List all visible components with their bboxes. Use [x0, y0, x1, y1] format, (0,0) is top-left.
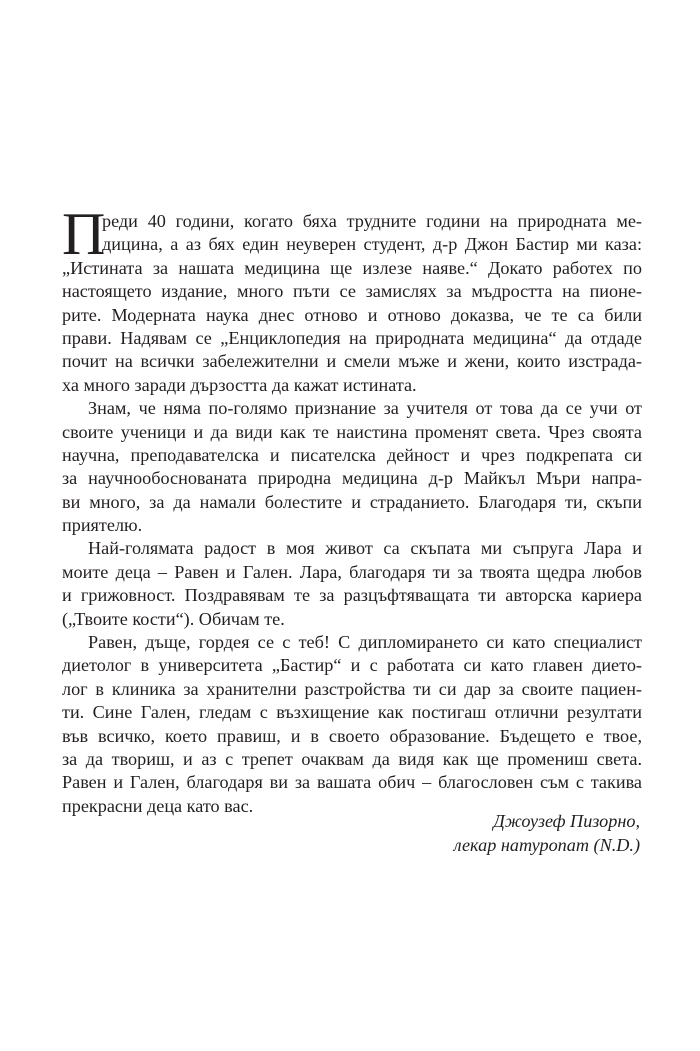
text-line: реди 40 години, когато бяха трудните години на природната ме- [102, 211, 642, 231]
text-line: Знам, че няма по-голямо признание за учителя от това да се учи от [88, 398, 642, 419]
text-line: дицина, а аз бях един неуверен студент, д-р Джон Бастир ми каза: [102, 234, 642, 255]
signature-title: лекар натуропат (N.D.) [453, 834, 640, 855]
paragraph-3 [62, 537, 642, 631]
text-line: научна, преподавателска и писателска дейност и чрез подкрепата си [62, 444, 642, 465]
text-line: за да твориш, и аз с трепет очаквам да видя как ще промениш света. [62, 748, 642, 769]
text-line: почит на всички забележителни и смели мъже и жени, които изстрада- [62, 351, 642, 372]
text-line: Равен и Гален, благодаря ви за вашата обич – благословен съм с такива [62, 772, 642, 793]
text-line: ха много заради дързостта да кажат истината. [62, 374, 417, 395]
paragraph-2 [62, 397, 642, 537]
text-line: ти. Сине Гален, гледам с възхищение как постигаш отлични резултати [62, 702, 642, 723]
text-line: моите деца – Равен и Гален. Лара, благодаря ти за твоята щедра любов [62, 561, 642, 582]
signature [454, 810, 640, 857]
text-line: прекрасни деца като вас. [62, 795, 254, 816]
text-line: Най-голямата радост в моя живот са скъпата ми съпруга Лара и [88, 538, 642, 559]
paragraph-1 [62, 201, 642, 397]
text-line: във всичко, което правиш, и в своето образование. Бъдещето е твое, [62, 725, 642, 746]
text-line: рите. Модерната наука днес отново и отново доказва, че те са били [62, 304, 642, 325]
text-line: своите ученици и да види как те наистина променят света. Чрез своята [62, 421, 642, 442]
text-line: лог в клиника за хранителни разстройства ти си дар за своите пациен- [62, 678, 642, 699]
text-line: за научнообоснованата природна медицина д-р Майкъл Мъри напра- [62, 468, 642, 489]
text-line: Равен, дъще, гордея се с теб! С дипломирането си като специалист [88, 632, 642, 653]
text-line: приятелю. [62, 515, 143, 536]
drop-cap: П [62, 201, 106, 267]
text-line: ви много, за да намали болестите и страданието. Благодаря ти, скъпи [62, 491, 642, 512]
paragraph-4 [62, 631, 642, 818]
text-line: настоящето издание, много пъти се замислях за мъдростта на пионе- [62, 281, 642, 302]
text-line: прави. Надявам се „Енциклопедия на природната медицина“ да отдаде [62, 327, 642, 348]
text-line: диетолог в университета „Бастир“ и с работата си като главен дието- [62, 655, 642, 676]
body-text [62, 201, 642, 818]
text-line: („Твоите кости“). Обичам те. [62, 608, 285, 629]
text-line: „Истината за нашата медицина ще излезе наяве.“ Докато работех по [62, 257, 642, 278]
signature-name: Джоузеф Пизорно, [493, 811, 640, 831]
text-line: и грижовност. Поздравявам те за разцъфтяващата ти авторска кариера [62, 585, 642, 606]
